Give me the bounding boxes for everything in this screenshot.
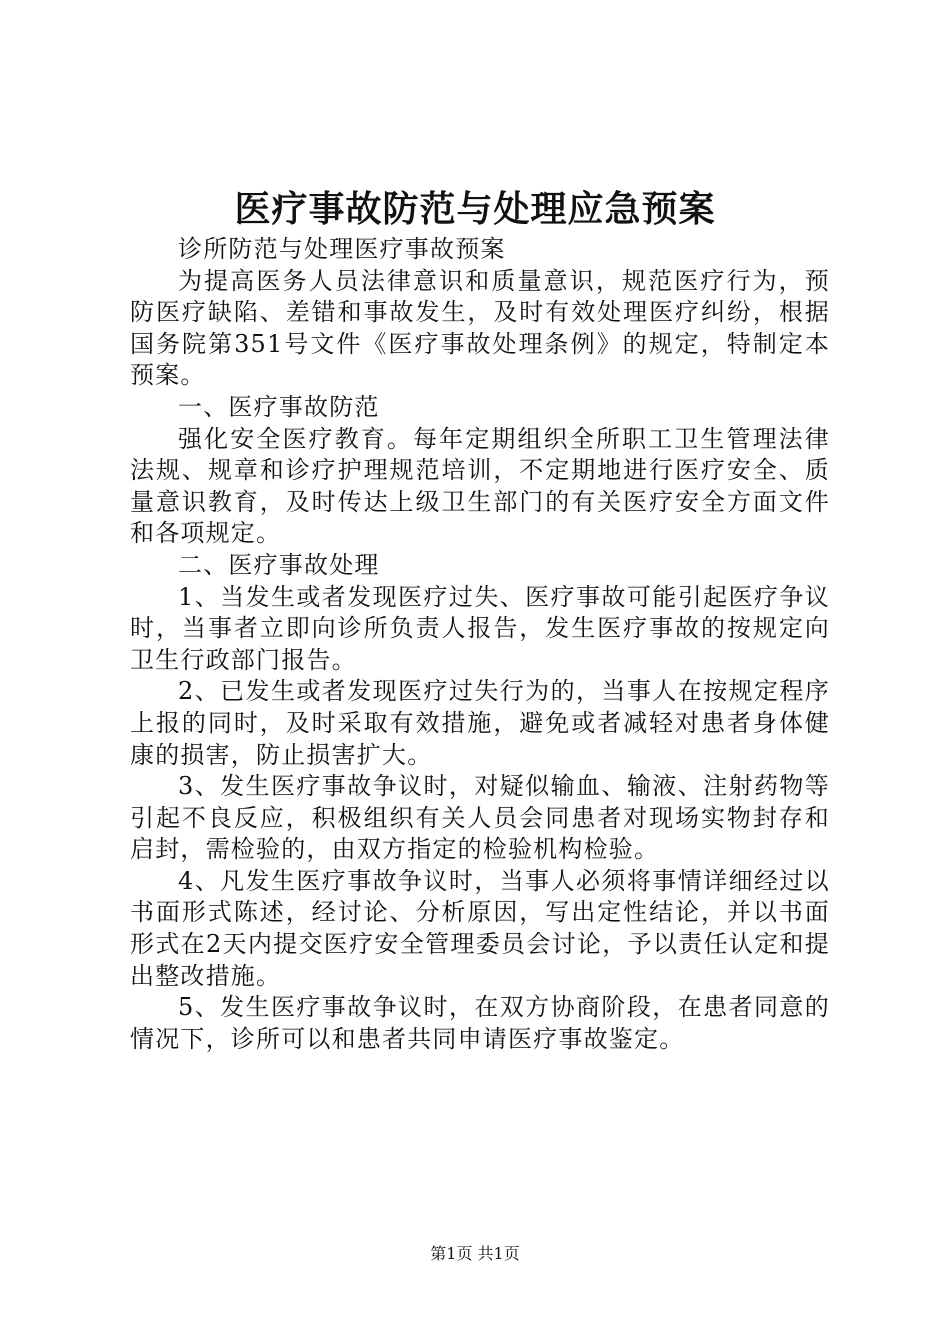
paragraph-item-4: 4、凡发生医疗事故争议时，当事人必须将事情详细经过以书面形式陈述，经讨论、分析原因，写出定性结论，并以书面形式在2天内提交医疗安全管理委员会讨论，予以责任认定和提出整改措施。 bbox=[130, 866, 830, 990]
paragraph-subtitle: 诊所防范与处理医疗事故预案 bbox=[178, 235, 506, 263]
page-footer: 第1页 共1页 bbox=[430, 1244, 520, 1263]
paragraph-intro: 为提高医务人员法律意识和质量意识，规范医疗行为，预防医疗缺陷、差错和事故发生，及时有效处理医疗纠纷，根据国务院第351号文件《医疗事故处理条例》的规定，特制定本预案。 bbox=[130, 266, 830, 390]
paragraph-item-1: 1、当发生或者发现医疗过失、医疗事故可能引起医疗争议时，当事者立即向诊所负责人报告，发生医疗事故的按规定向卫生行政部门报告。 bbox=[130, 582, 830, 674]
paragraph-item-2: 2、已发生或者发现医疗过失行为的，当事人在按规定程序上报的同时，及时采取有效措施，避免或者减轻对患者身体健康的损害，防止损害扩大。 bbox=[130, 677, 830, 769]
paragraph-prevention: 强化安全医疗教育。每年定期组织全所职工卫生管理法律法规、规章和诊疗护理规范培训，不定期地进行医疗安全、质量意识教育，及时传达上级卫生部门的有关医疗安全方面文件和各项规定。 bbox=[130, 424, 830, 548]
section-heading-handling: 二、医疗事故处理 bbox=[178, 550, 380, 579]
document-title: 医疗事故防范与处理应急预案 bbox=[234, 188, 716, 230]
paragraph-item-3: 3、发生医疗事故争议时，对疑似输血、输液、注射药物等引起不良反应，积极组织有关人员会同患者对现场实物封存和启封，需检验的，由双方指定的检验机构检验。 bbox=[130, 772, 830, 864]
paragraph-item-5: 5、发生医疗事故争议时，在双方协商阶段，在患者同意的情况下，诊所可以和患者共同申请医疗事故鉴定。 bbox=[130, 993, 830, 1053]
section-heading-prevention: 一、医疗事故防范 bbox=[178, 392, 380, 421]
document-body bbox=[130, 234, 830, 1055]
